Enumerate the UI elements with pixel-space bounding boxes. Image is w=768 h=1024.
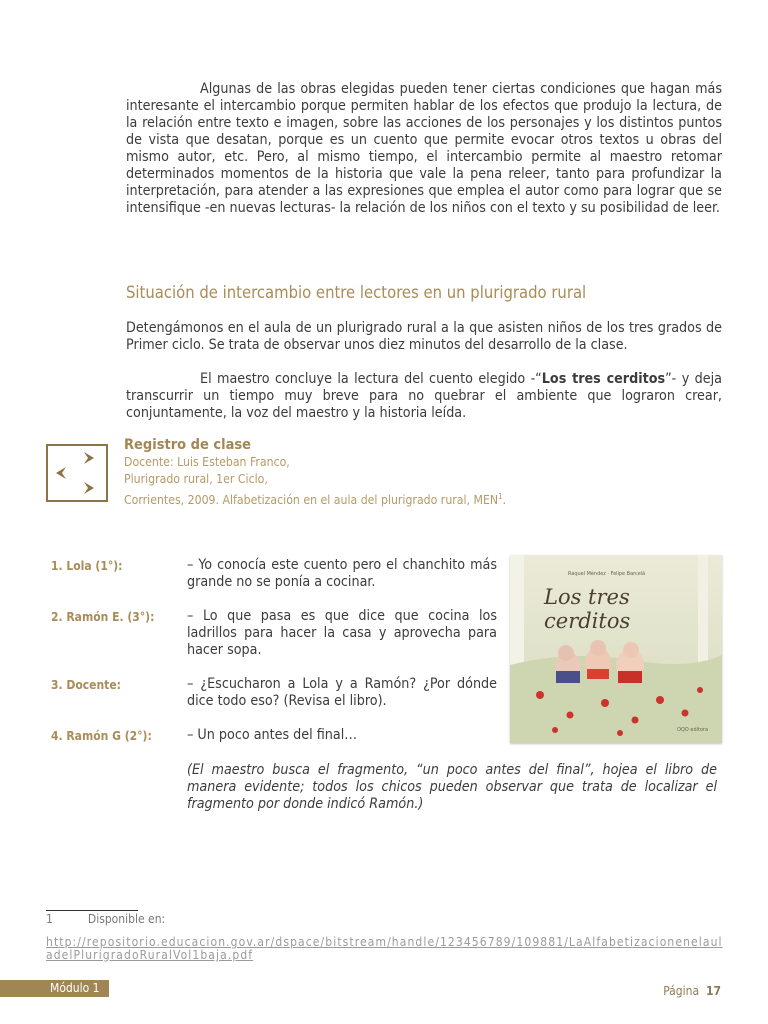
- page-number-value: 17: [705, 984, 721, 998]
- exchange-arrows-icon: [46, 444, 108, 502]
- dialogue-speaker: 1. Lola (1°):: [51, 559, 123, 573]
- module-label: Módulo 1: [50, 981, 100, 995]
- class-record-block: [124, 437, 506, 509]
- book-cover-image: [510, 555, 722, 743]
- footnote: [46, 912, 165, 926]
- dialogue-line: – Un poco antes del final…: [187, 727, 358, 743]
- section-heading: Situación de intercambio entre lectores en un plurigrado rural: [126, 283, 587, 302]
- class-record-teacher: Docente: Luis Esteban Franco,: [124, 455, 290, 469]
- book-title-reference: Los tres cerditos: [541, 371, 666, 387]
- teacher-action-note: (El maestro busca el fragmento, “un poco antes del final”, hojea el libro de manera evidente; todos los chicos pueden observar que trata de localizar el fragmento por donde indicó Ramón.): [187, 762, 717, 812]
- page-word: Página: [663, 984, 700, 998]
- footnote-link[interactable]: http://repositorio.educacion.gov.ar/dspace/bitstream/handle/123456789/109881/LaAlfabetizacionenelauladelPlurigradoRuralVol1baja.pdf: [46, 935, 723, 962]
- class-record-title: Registro de clase: [124, 437, 251, 453]
- class-record-source-text: Corrientes, 2009. Alfabetización en el aula del plurigrado rural, MEN: [124, 493, 499, 508]
- footnote-reference[interactable]: 1: [498, 492, 503, 501]
- book-authors: Raquel Méndez · Felipe Barcelá: [568, 571, 646, 577]
- paragraph-2-end: ”- y deja transcurrir un tiempo muy breve para no quebrar el ambiente que lograron crear, conjuntamente, la voz del maestro y la historia leída.: [126, 371, 723, 421]
- page-number: [663, 984, 721, 998]
- footnote-number: 1: [46, 912, 53, 926]
- dialogue-speaker: 4. Ramón G (2°):: [51, 729, 152, 743]
- section-paragraph-1: Detengámonos en el aula de un plurigrado rural a la que asisten niños de los tres grados de Primer ciclo. Se trata de observar unos diez minutos del desarrollo de la clase.: [126, 320, 722, 353]
- footnote-label: Disponible en:: [87, 912, 166, 926]
- dialogue-line: – ¿Escucharon a Lola y a Ramón? ¿Por dónde dice todo eso? (Revisa el libro).: [187, 676, 497, 709]
- dialogue-line: – Yo conocía este cuento pero el chanchito más grande no se ponía a cocinar.: [187, 557, 497, 590]
- intro-paragraph: Algunas de las obras elegidas pueden tener ciertas condiciones que hagan más interesante el intercambio porque permiten hablar de los efectos que produjo la lectura, de la relación entre texto e imagen, sobre las acciones de los personajes y los distintos puntos de vista que desatan, porque es un cuento que permite evocar otros textos u obras del mismo autor, etc. Pero, al mismo tiempo, el intercambio permite al maestro retomar determinados momentos de la historia que vale la pena releer, tanto para profundizar la interpretación, para atender a las expresiones que emplea el autor como para lograr que se intensifique -en nuevas lecturas- la relación de los niños con el texto y su posibilidad de leer.: [126, 81, 722, 216]
- book-publisher-logo: OQO editora: [677, 727, 708, 733]
- dialogue-speaker: 2. Ramón E. (3°):: [51, 610, 155, 624]
- paragraph-2-start: El maestro concluye la lectura del cuento elegido -“: [200, 371, 542, 387]
- class-record-source: [124, 488, 506, 509]
- class-record-grade: Plurigrado rural, 1er Ciclo,: [124, 472, 268, 486]
- class-record-source-end: .: [502, 493, 507, 508]
- book-cover-title: Los tres cerditos: [544, 585, 631, 633]
- footnote-divider: [46, 910, 138, 911]
- dialogue-speaker: 3. Docente:: [51, 678, 121, 692]
- section-paragraph-2: [126, 371, 722, 422]
- dialogue-line: – Lo que pasa es que dice que cocina los ladrillos para hacer la casa y aprovecha para hacer sopa.: [187, 608, 497, 658]
